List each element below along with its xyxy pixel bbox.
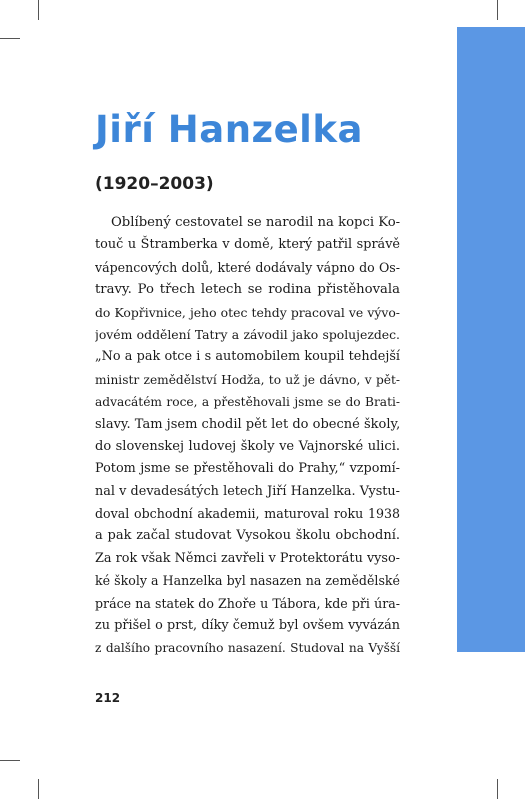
text-line: jovém oddělení Tatry a závodil jako spolujezdec. [95, 326, 400, 342]
text-line: travy. Po třech letech se rodina přistěhovala [95, 282, 400, 298]
body-text [95, 212, 400, 657]
crop-mark-bottom-left [38, 779, 39, 799]
page-number: 212 [95, 691, 121, 705]
text-line: zu přišel o prst, díky čemuž byl ovšem vyvázán [95, 618, 400, 634]
text-line: Za rok však Němci zavřeli v Protektorátu vyso- [95, 550, 400, 566]
chapter-side-bar [457, 27, 525, 652]
text-line: nal v devadesátých letech Jiří Hanzelka. Vystu- [95, 483, 400, 499]
text-line: ministr zemědělství Hodža, to už je dávno, v pět- [95, 372, 400, 387]
crop-mark-top-right [497, 0, 498, 20]
life-years: (1920–2003) [95, 174, 214, 194]
crop-mark-bottom-right [497, 779, 498, 799]
text-line: Oblíbený cestovatel se narodil na kopci Ko- [111, 215, 400, 230]
text-line: touč u Štramberka v domě, který patřil správě [95, 237, 400, 253]
crop-mark-bottom-left-h [0, 760, 20, 761]
text-line: vápencových dolů, které dodávaly vápno do Os- [95, 259, 400, 275]
page-title: Jiří Hanzelka [95, 108, 363, 151]
text-line: „No a pak otce i s automobilem koupil tehdejší [95, 349, 400, 365]
crop-mark-top-left [38, 0, 39, 20]
text-line: do slovenskej ludovej školy ve Vajnorské ulici. [95, 438, 400, 454]
crop-mark-top-left-h [0, 38, 20, 39]
text-line: do Kopřivnice, jeho otec tehdy pracoval ve vývo- [95, 304, 400, 320]
text-line: Potom jsme se přestěhovali do Prahy,“ vzpomí- [95, 461, 400, 477]
text-line: z dalšího pracovního nasazení. Studoval na Vyšší [95, 641, 400, 656]
text-line: ké školy a Hanzelka byl nasazen na zemědělské [95, 573, 400, 589]
text-line: doval obchodní akademii, maturoval roku 1938 [95, 506, 400, 522]
text-line: a pak začal studovat Vysokou školu obchodní. [95, 528, 400, 544]
text-line: slavy. Tam jsem chodil pět let do obecné školy, [95, 416, 400, 432]
text-line: práce na statek do Zhoře u Tábora, kde při úra- [95, 595, 400, 611]
text-line: advacátém roce, a přestěhovali jsme se do Brati- [95, 395, 400, 410]
